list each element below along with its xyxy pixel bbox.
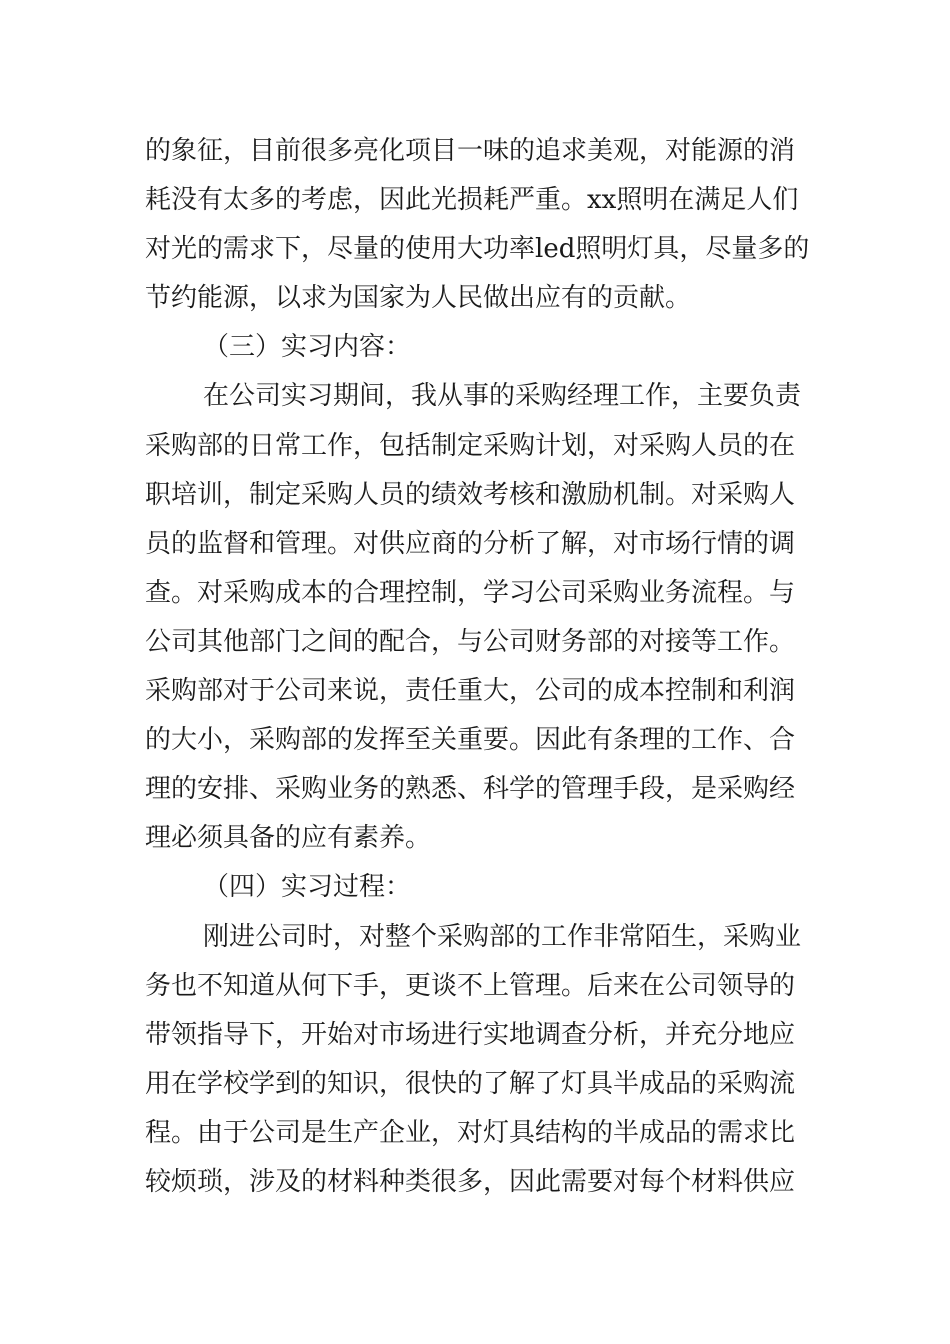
text-line: 查。对采购成本的合理控制，学习公司采购业务流程。与: [145, 577, 796, 608]
text-line: 用在学校学到的知识，很快的了解了灯具半成品的采购流: [145, 1068, 796, 1099]
text-line: 职培训，制定采购人员的绩效考核和激励机制。对采购人: [145, 479, 796, 510]
text-line: 员的监督和管理。对供应商的分析了解，对市场行情的调: [145, 528, 796, 559]
text-line: 理的安排、采购业务的熟悉、科学的管理手段，是采购经: [145, 774, 796, 805]
text-line: 的象征，目前很多亮化项目一味的追求美观，对能源的消: [145, 136, 796, 166]
text-line: 务也不知道从何下手，更谈不上管理。后来在公司领导的: [145, 970, 796, 1001]
text-line: 采购部对于公司来说，责任重大，公司的成本控制和利润: [145, 676, 796, 707]
text-line: 对光的需求下，尽量的使用大功率led照明灯具，尽量多的: [145, 234, 810, 265]
text-line: 采购部的日常工作，包括制定采购计划，对采购人员的在: [145, 430, 796, 461]
document-body: [145, 127, 810, 1207]
text-line: 耗没有太多的考虑，因此光损耗严重。xx照明在满足人们: [145, 185, 799, 216]
text-line: 较烦琐，涉及的材料种类很多，因此需要对每个材料供应: [145, 1166, 796, 1197]
text-line: 带领指导下，开始对市场进行实地调查分析，并充分地应: [145, 1019, 796, 1050]
paragraph-start: 刚进公司时，对整个采购部的工作非常陌生，采购业: [203, 921, 802, 952]
paragraph-start: 在公司实习期间，我从事的采购经理工作，主要负责: [203, 381, 802, 412]
text-line: 公司其他部门之间的配合，与公司财务部的对接等工作。: [145, 626, 796, 657]
text-line: 节约能源，以求为国家为人民做出应有的贡献。: [145, 283, 692, 314]
section-heading: （三）实习内容：: [203, 332, 412, 363]
text-line: 理必须具备的应有素养。: [145, 823, 432, 854]
section-heading: （四）实习过程：: [203, 872, 412, 903]
text-line: 的大小，采购部的发挥至关重要。因此有条理的工作、合: [145, 725, 796, 756]
text-line: 程。由于公司是生产企业，对灯具结构的半成品的需求比: [145, 1117, 796, 1148]
